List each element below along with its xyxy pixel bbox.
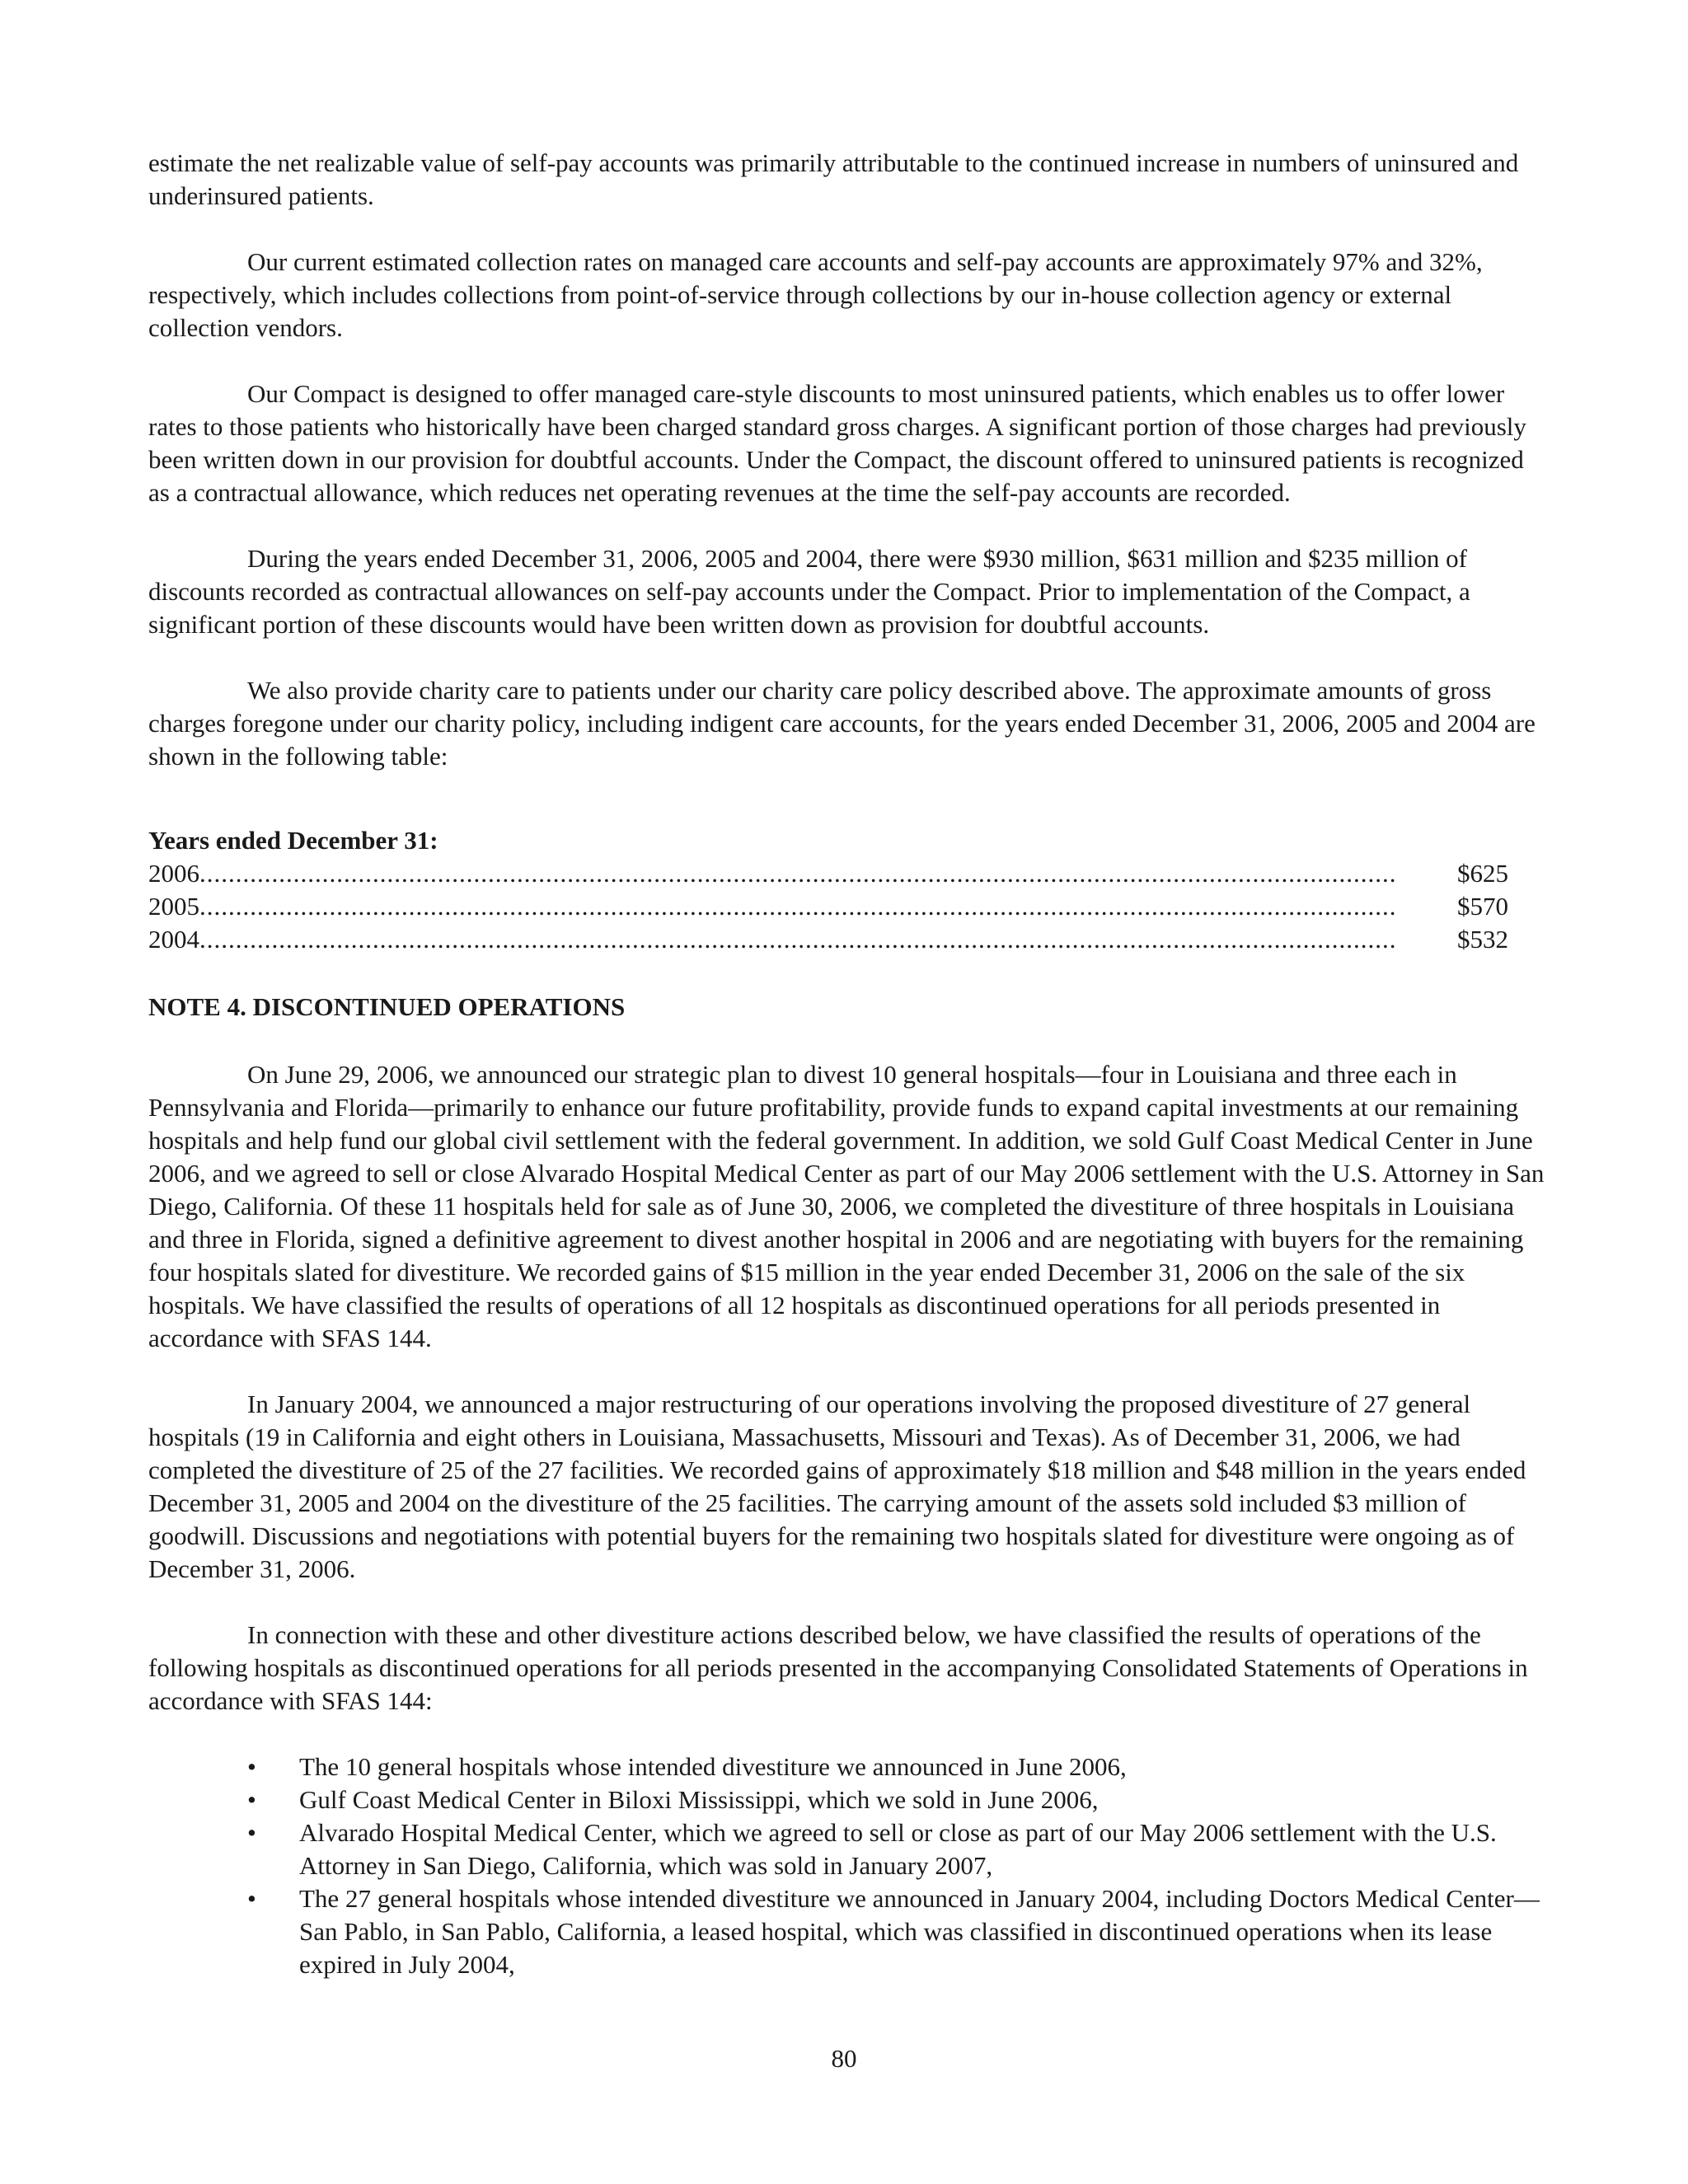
row-value: $570 xyxy=(1457,892,1508,921)
table-row xyxy=(148,857,1508,890)
row-year: 2005 xyxy=(148,892,199,921)
list-item-text: Alvarado Hospital Medical Center, which we agreed to sell or close as part of our May 2006 settlement with the U.S. Attorney in San Diego, California, which was sold in January 2007, xyxy=(299,1818,1497,1880)
paragraph-self-pay-continuation: estimate the net realizable value of self-pay accounts was primarily attributable to the continued increase in numbers of uninsured and underinsured patients. xyxy=(148,148,1519,210)
list-item-text: The 27 general hospitals whose intended divestiture we announced in January 2004, including Doctors Medical Center—San Pablo, in San Pablo, California, a leased hospital, which was classified in discontinued operations when its lease expired in July 2004, xyxy=(299,1884,1540,1979)
page-number: 80 xyxy=(831,2044,857,2073)
bullet-icon: • xyxy=(247,1818,256,1847)
paragraph-compact: Our Compact is designed to offer managed care-style discounts to most uninsured patients, which enables us to offer lower rates to those patients who historically have been charged standard gross charges. A significant portion of those charges had previously been written down in our provision for doubtful accounts. Under the Compact, the discount offered to uninsured patients is recognized as a contractual allowance, which reduces net operating revenues at the time the self-pay accounts are recorded. xyxy=(148,379,1526,507)
note4-heading: NOTE 4. DISCONTINUED OPERATIONS xyxy=(148,992,626,1021)
list-item-text: Gulf Coast Medical Center in Biloxi Mississippi, which we sold in June 2006, xyxy=(299,1785,1099,1814)
bullet-icon: • xyxy=(247,1785,256,1814)
document-page xyxy=(148,147,1550,1981)
bullet-icon: • xyxy=(247,1884,256,1913)
charity-care-table xyxy=(148,824,1508,956)
paragraph-compact-discounts: During the years ended December 31, 2006, 2005 and 2004, there were $930 million, $631 million and $235 million of discounts recorded as contractual allowances on self-pay accounts under the Compact. Prior to implementation of the Compact, a significant portion of these discounts would have been written down as provision for doubtful accounts. xyxy=(148,544,1470,639)
list-item xyxy=(148,1882,1550,1981)
dot-leader xyxy=(199,923,1396,956)
charity-table-heading: Years ended December 31: xyxy=(148,826,438,855)
table-row xyxy=(148,923,1508,956)
hospital-bullet-list xyxy=(148,1750,1550,1981)
list-item xyxy=(148,1750,1550,1783)
paragraph-divest-2006: On June 29, 2006, we announced our strategic plan to divest 10 general hospitals—four in Louisiana and three each in Pennsylvania and Florida—primarily to enhance our future profitability, provide funds to expand capital investments at our remaining hospitals and help fund our global civil settlement with the federal government. In addition, we sold Gulf Coast Medical Center in June 2006, and we agreed to sell or close Alvarado Hospital Medical Center as part of our May 2006 settlement with the U.S. Attorney in San Diego, California. Of these 11 hospitals held for sale as of June 30, 2006, we completed the divestiture of three hospitals in Louisiana and three in Florida, signed a definitive agreement to divest another hospital in 2006 and are negotiating with buyers for the remaining four hospitals slated for divestiture. We recorded gains of $15 million in the year ended December 31, 2006 on the sale of the six hospitals. We have classified the results of operations of all 12 hospitals as discontinued operations for all periods presented in accordance with SFAS 144. xyxy=(148,1060,1545,1352)
row-value: $625 xyxy=(1457,859,1508,888)
list-item xyxy=(148,1783,1550,1816)
row-value: $532 xyxy=(1457,925,1508,954)
list-item xyxy=(148,1816,1550,1882)
paragraph-restructuring-2004: In January 2004, we announced a major restructuring of our operations involving the proposed divestiture of 27 general hospitals (19 in California and eight others in Louisiana, Massachusetts, Missouri and Texas). As of December 31, 2006, we had completed the divestiture of 25 of the 27 facilities. We recorded gains of approximately $18 million and $48 million in the years ended December 31, 2005 and 2004 on the divestiture of the 25 facilities. The carrying amount of the assets sold included $3 million of goodwill. Discussions and negotiations with potential buyers for the remaining two hospitals slated for divestiture were ongoing as of December 31, 2006. xyxy=(148,1390,1526,1583)
paragraph-classified-hospitals: In connection with these and other divestiture actions described below, we have classified the results of operations of the following hospitals as discontinued operations for all periods presented in the accompanying Consolidated Statements of Operations in accordance with SFAS 144: xyxy=(148,1620,1528,1715)
paragraph-collection-rates: Our current estimated collection rates on managed care accounts and self-pay accounts are approximately 97% and 32%, respectively, which includes collections from point-of-service through collections by our in-house collection agency or external collection vendors. xyxy=(148,247,1483,342)
row-year: 2004 xyxy=(148,925,199,954)
row-year: 2006 xyxy=(148,859,199,888)
dot-leader xyxy=(199,890,1396,923)
paragraph-charity-care: We also provide charity care to patients under our charity care policy described above. The approximate amounts of gross charges foregone under our charity policy, including indigent care accounts, for the years ended December 31, 2006, 2005 and 2004 are shown in the following table: xyxy=(148,676,1536,771)
table-row xyxy=(148,890,1508,923)
bullet-icon: • xyxy=(247,1752,256,1781)
dot-leader xyxy=(199,857,1396,890)
list-item-text: The 10 general hospitals whose intended divestiture we announced in June 2006, xyxy=(299,1752,1127,1781)
